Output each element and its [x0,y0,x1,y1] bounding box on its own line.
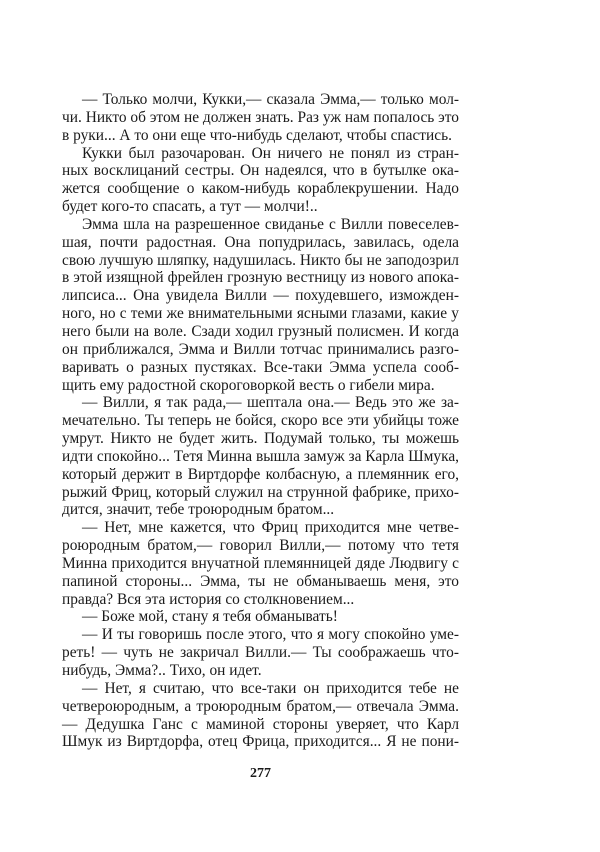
text-line: чи. Никто об этом не должен знать. Раз уж нам попалось это [62,108,459,126]
text-line: он приближался, Эмма и Вилли тотчас принимались разго- [62,340,459,358]
text-line: папиной стороны... Эмма, ты не обманываешь меня, это [62,572,459,590]
text-line: липсиса... Она увидела Вилли — похудевшего, изможден- [62,287,459,305]
text-line: который держит в Виртдорфе колбасную, а племянник его, [62,465,459,483]
text-line: жется сообщение о каком-нибудь кораблекрушении. Надо [62,180,459,198]
text-line: умрут. Никто не будет жить. Подумай только, ты можешь [62,430,459,448]
text-line: — Боже мой, стану я тебя обманывать! [82,608,338,626]
text-line: свою лучшую шляпку, надушилась. Никто бы не заподозрил [62,251,459,269]
text-line: правда? Вся эта история со столкновением... [62,590,355,608]
text-line: реть! — чуть не закричал Вилли.— Ты соображаешь что- [62,644,459,662]
text-line: Минна приходится внучатной племянницей дяде Людвигу с [62,554,459,572]
text-line: рыжий Фриц, который служил на струнной фабрике, прихо- [62,483,459,501]
text-line: Эмма шла на разрешенное свиданье с Вилли повеселев- [82,215,459,233]
text-line: него были на воле. Сзади ходил грузный полисмен. И когда [62,322,459,340]
text-line: — Дедушка Ганс с маминой стороны уверяет, что Карл [62,715,459,733]
text-line: нибудь, Эмма?.. Тихо, он идет. [62,662,262,679]
text-line: четвероюродным, а троюродным братом,— отвечала Эмма. [62,697,459,715]
text-line: — Нет, мне кажется, что Фриц приходится мне четве- [82,519,459,537]
text-line: — Только молчи, Кукки,— сказала Эмма,— только мол- [82,91,459,108]
text-line: Шмук из Виртдорфа, отец Фрица, приходится... Я не пони- [62,733,459,751]
text-line: дится, значит, тебе троюродным братом... [62,501,335,519]
text-line: Кукки был разочарован. Он ничего не понял из стран- [82,144,459,162]
text-line: варивать о разных пустяках. Все-таки Эмма успела сооб- [62,358,459,376]
text-line: ных восклицаний сестры. Он надеялся, что в бутылке ока- [62,162,459,180]
text-line: щить ему радостной скороговоркой весть о гибели мира. [62,376,435,394]
page-number: 277 [250,766,271,781]
text-line: будет кого-то спасать, а тут — молчи!.. [62,198,318,216]
text-line: в руки... А то они еще что-нибудь сделают, чтобы спастись. [62,126,452,144]
text-line: — И ты говоришь после этого, что я могу спокойно уме- [82,626,459,644]
text-line: шая, почти радостная. Она попудрилась, завилась, одела [62,233,459,251]
text-line: в этой изящной фрейлен грозную вестницу из нового апока- [62,269,459,287]
text-line: мечательно. Ты теперь не бойся, скоро все эти убийцы тоже [62,412,459,430]
page-body-text [62,91,459,751]
text-line: роюродным братом,— говорил Вилли,— потому что тетя [62,537,459,555]
text-line: ного, но с теми же внимательными ясными глазами, какие у [62,305,459,323]
text-line: — Вилли, я так рада,— шептала она.— Ведь это же за- [82,394,459,412]
text-line: — Нет, я считаю, что все-таки он приходится тебе не [82,679,459,697]
text-line: идти спокойно... Тетя Минна вышла замуж за Карла Шмука, [62,447,459,465]
